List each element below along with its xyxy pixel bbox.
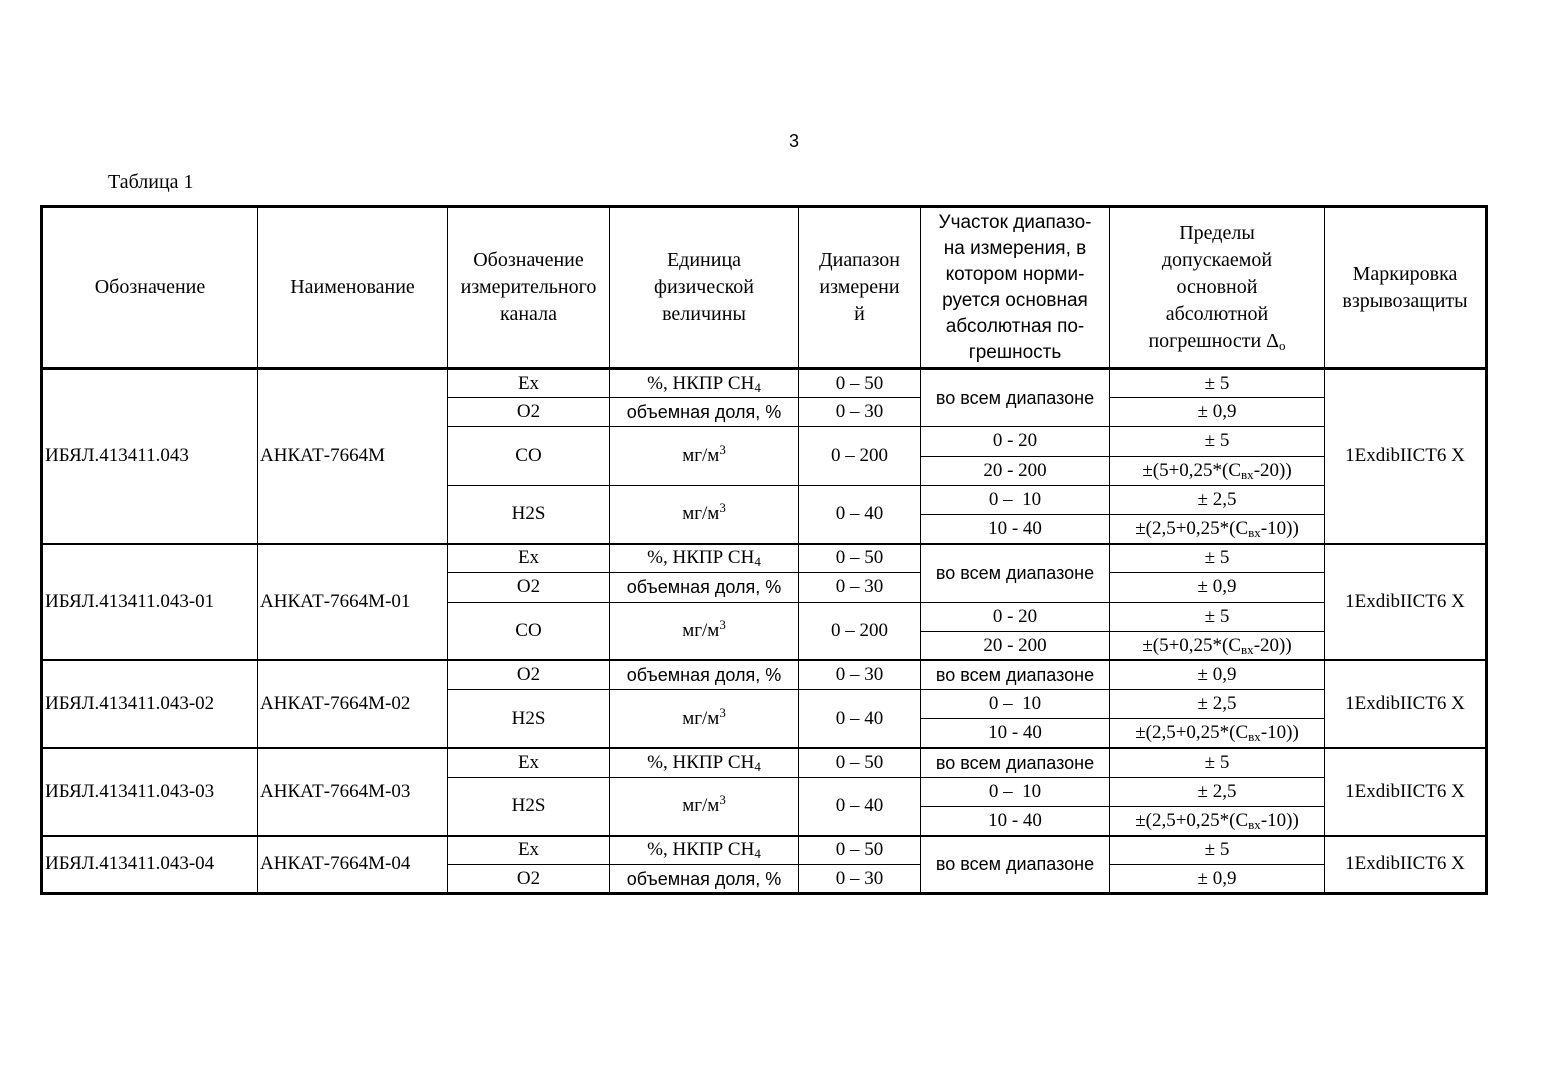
- header-range: Диапазон измерени й: [799, 207, 921, 369]
- cell-channel: H2S: [448, 690, 610, 748]
- cell-channel: Ex: [448, 369, 610, 398]
- header-error-limits-subscript: о: [1279, 338, 1286, 353]
- cell-error-text: ±(5+0,25*(C: [1142, 634, 1242, 656]
- cell-error-end: -10)): [1260, 722, 1299, 744]
- header-subrange: Участок диапазо- на измерения, в котором норми- руется основная абсолютная по- грешность: [921, 207, 1110, 369]
- cell-error: ± 5: [1110, 369, 1325, 398]
- header-designation: Обозначение: [42, 207, 258, 369]
- cell-error-text: ±(2,5+0,25*(C: [1135, 809, 1249, 831]
- cell-channel: O2: [448, 660, 610, 689]
- cell-unit-text: %, НКПР CH: [647, 372, 755, 394]
- cell-unit: [610, 544, 799, 573]
- cell-unit-superscript: 3: [719, 616, 726, 632]
- cell-subrange: 20 - 200: [921, 631, 1110, 660]
- cell-range: 0 – 200: [799, 427, 921, 485]
- cell-unit: объемная доля, %: [610, 573, 799, 602]
- cell-subrange: во всем диапазоне: [921, 836, 1110, 894]
- cell-unit-text: мг/м: [682, 795, 720, 817]
- cell-subrange: 20 - 200: [921, 456, 1110, 485]
- cell-designation: ИБЯЛ.413411.043-03: [42, 748, 258, 836]
- cell-subrange: 0 – 10: [921, 777, 1110, 806]
- cell-error-end: -20)): [1253, 634, 1292, 656]
- cell-error: [1110, 719, 1325, 748]
- cell-channel: Ex: [448, 544, 610, 573]
- cell-channel: H2S: [448, 485, 610, 543]
- cell-unit-superscript: 3: [719, 792, 726, 808]
- cell-range: 0 – 30: [799, 660, 921, 689]
- cell-channel: Ex: [448, 748, 610, 777]
- cell-unit-superscript: 3: [719, 442, 726, 458]
- cell-error: ± 0,9: [1110, 865, 1325, 894]
- cell-error-end: -20)): [1253, 459, 1292, 481]
- cell-channel: H2S: [448, 777, 610, 835]
- cell-error-subscript: вх: [1248, 816, 1261, 832]
- cell-channel: O2: [448, 398, 610, 427]
- header-row: [42, 207, 1487, 369]
- cell-subrange: 10 - 40: [921, 514, 1110, 543]
- cell-channel: CO: [448, 602, 610, 660]
- cell-unit-subscript: 4: [754, 758, 761, 774]
- cell-marking: 1ExdibIICT6 X: [1325, 836, 1487, 894]
- cell-marking: 1ExdibIICT6 X: [1325, 660, 1487, 748]
- cell-name: АНКАТ-7664М: [258, 369, 448, 544]
- cell-subrange: во всем диапазоне: [921, 369, 1110, 427]
- cell-range: 0 – 50: [799, 836, 921, 865]
- cell-error: ± 0,9: [1110, 660, 1325, 689]
- cell-unit: [610, 602, 799, 660]
- cell-name: АНКАТ-7664М-02: [258, 660, 448, 748]
- cell-error: [1110, 514, 1325, 543]
- cell-error-subscript: вх: [1241, 641, 1254, 657]
- cell-subrange: во всем диапазоне: [921, 748, 1110, 777]
- cell-error-subscript: вх: [1241, 466, 1254, 482]
- cell-error-text: ±(2,5+0,25*(C: [1135, 722, 1249, 744]
- cell-error: ± 5: [1110, 544, 1325, 573]
- cell-range: 0 – 40: [799, 690, 921, 748]
- cell-unit: объемная доля, %: [610, 398, 799, 427]
- cell-error: ± 5: [1110, 427, 1325, 456]
- header-name: Наименование: [258, 207, 448, 369]
- cell-designation: ИБЯЛ.413411.043: [42, 369, 258, 544]
- cell-unit: [610, 777, 799, 835]
- cell-error: [1110, 456, 1325, 485]
- table-caption: Таблица 1: [108, 171, 194, 193]
- cell-subrange: 0 - 20: [921, 602, 1110, 631]
- cell-error: ± 5: [1110, 836, 1325, 865]
- cell-error: ± 0,9: [1110, 573, 1325, 602]
- cell-channel: CO: [448, 427, 610, 485]
- cell-name: АНКАТ-7664М-04: [258, 836, 448, 894]
- cell-channel: Ex: [448, 836, 610, 865]
- header-marking: Маркировка взрывозащиты: [1325, 207, 1487, 369]
- cell-unit: объемная доля, %: [610, 865, 799, 894]
- cell-unit-subscript: 4: [754, 379, 761, 395]
- cell-subrange: 10 - 40: [921, 806, 1110, 835]
- cell-unit: [610, 836, 799, 865]
- cell-unit-text: мг/м: [682, 619, 720, 641]
- cell-error: [1110, 806, 1325, 835]
- cell-unit-text: %, НКПР CH: [647, 839, 755, 861]
- cell-subrange: во всем диапазоне: [921, 544, 1110, 602]
- cell-unit-subscript: 4: [754, 846, 761, 862]
- cell-range: 0 – 30: [799, 573, 921, 602]
- cell-channel: O2: [448, 573, 610, 602]
- header-error-limits-text: Пределы допускаемой основной абсолютной погрешности Δ: [1148, 222, 1280, 352]
- cell-error: ± 5: [1110, 748, 1325, 777]
- table-row: [42, 369, 1487, 398]
- cell-range: 0 – 40: [799, 777, 921, 835]
- cell-designation: ИБЯЛ.413411.043-01: [42, 544, 258, 661]
- data-table: [40, 205, 1488, 895]
- cell-subrange: 0 – 10: [921, 690, 1110, 719]
- cell-unit: объемная доля, %: [610, 660, 799, 689]
- page-number: 3: [789, 131, 800, 151]
- cell-unit-text: мг/м: [682, 707, 720, 729]
- cell-unit-text: %, НКПР CH: [647, 751, 755, 773]
- table-row: [42, 836, 1487, 865]
- cell-unit-subscript: 4: [754, 554, 761, 570]
- cell-marking: 1ExdibIICT6 X: [1325, 544, 1487, 661]
- cell-channel: O2: [448, 865, 610, 894]
- cell-subrange: 0 – 10: [921, 485, 1110, 514]
- cell-range: 0 – 200: [799, 602, 921, 660]
- cell-unit: [610, 369, 799, 398]
- cell-unit: [610, 690, 799, 748]
- table-row: [42, 544, 1487, 573]
- header-error-limits: [1110, 207, 1325, 369]
- cell-marking: 1ExdibIICT6 X: [1325, 369, 1487, 544]
- cell-error: [1110, 631, 1325, 660]
- cell-error-subscript: вх: [1248, 524, 1261, 540]
- cell-unit-superscript: 3: [719, 704, 726, 720]
- cell-error: ± 2,5: [1110, 690, 1325, 719]
- cell-error-subscript: вх: [1248, 729, 1261, 745]
- cell-range: 0 – 50: [799, 748, 921, 777]
- cell-error: ± 5: [1110, 602, 1325, 631]
- cell-subrange: 10 - 40: [921, 719, 1110, 748]
- cell-unit: [610, 485, 799, 543]
- cell-unit-text: мг/м: [682, 445, 720, 467]
- header-unit: Единица физической величины: [610, 207, 799, 369]
- cell-designation: ИБЯЛ.413411.043-04: [42, 836, 258, 894]
- cell-error: ± 0,9: [1110, 398, 1325, 427]
- cell-marking: 1ExdibIICT6 X: [1325, 748, 1487, 836]
- cell-unit-superscript: 3: [719, 500, 726, 516]
- header-channel: Обозначение измерительного канала: [448, 207, 610, 369]
- cell-name: АНКАТ-7664М-01: [258, 544, 448, 661]
- cell-range: 0 – 50: [799, 544, 921, 573]
- cell-error-text: ±(5+0,25*(C: [1142, 459, 1242, 481]
- cell-unit-text: %, НКПР CH: [647, 547, 755, 569]
- cell-error: ± 2,5: [1110, 777, 1325, 806]
- cell-error-end: -10)): [1260, 809, 1299, 831]
- cell-subrange: 0 - 20: [921, 427, 1110, 456]
- cell-unit-text: мг/м: [682, 503, 720, 525]
- cell-range: 0 – 30: [799, 865, 921, 894]
- cell-error-text: ±(2,5+0,25*(C: [1135, 517, 1249, 539]
- cell-unit: [610, 427, 799, 485]
- cell-error-end: -10)): [1260, 517, 1299, 539]
- cell-designation: ИБЯЛ.413411.043-02: [42, 660, 258, 748]
- cell-subrange: во всем диапазоне: [921, 660, 1110, 689]
- cell-range: 0 – 50: [799, 369, 921, 398]
- cell-range: 0 – 40: [799, 485, 921, 543]
- cell-name: АНКАТ-7664М-03: [258, 748, 448, 836]
- table-row: [42, 660, 1487, 689]
- cell-unit: [610, 748, 799, 777]
- cell-range: 0 – 30: [799, 398, 921, 427]
- table-row: [42, 748, 1487, 777]
- cell-error: ± 2,5: [1110, 485, 1325, 514]
